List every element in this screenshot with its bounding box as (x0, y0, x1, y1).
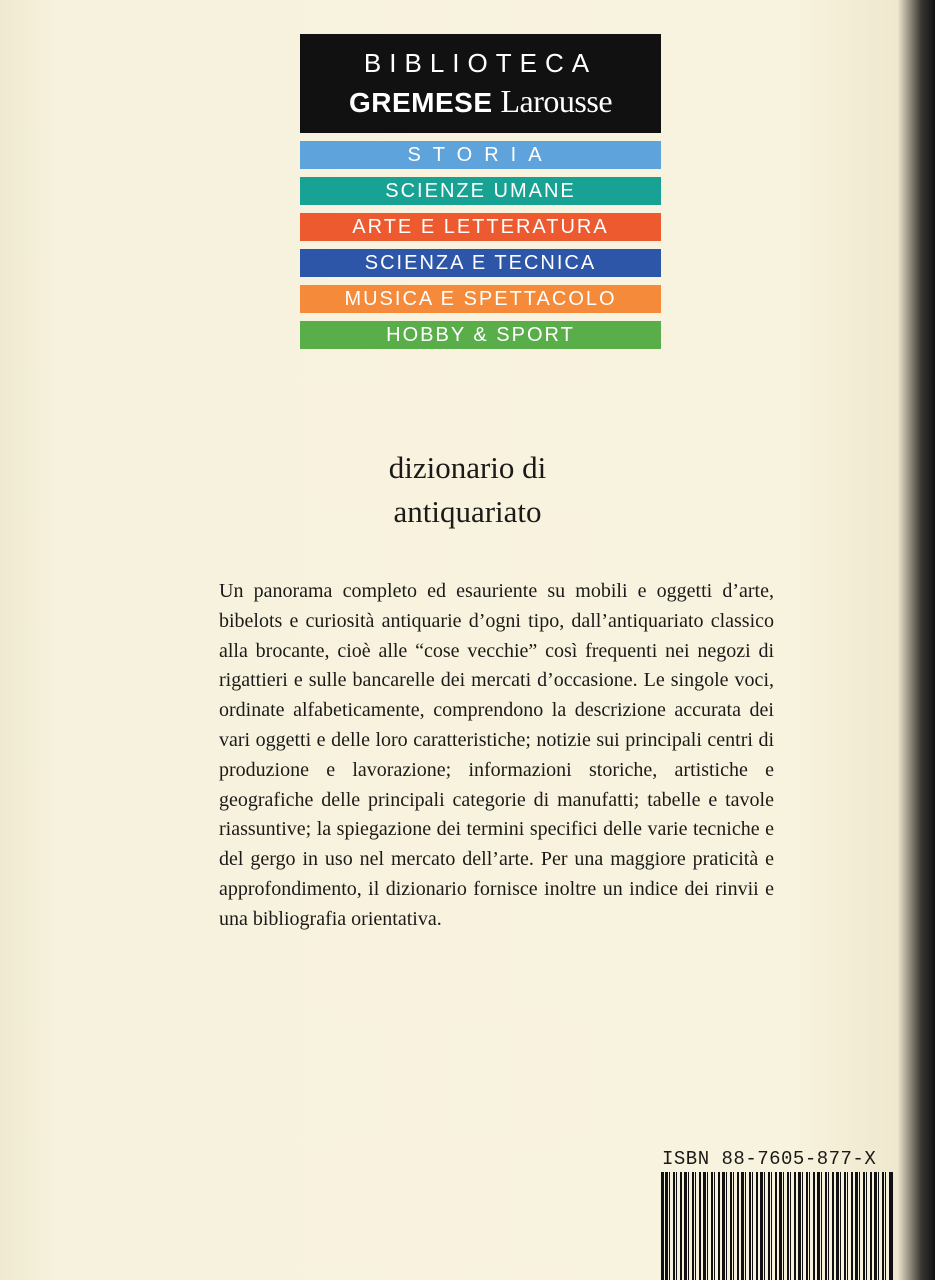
title-line-2: antiquariato (393, 494, 542, 529)
category-band-hobby-sport: HOBBY & SPORT (300, 321, 661, 349)
isbn-label: ISBN 88-7605-877-X (662, 1148, 877, 1170)
publisher-name: GREMESE (348, 87, 493, 118)
imprint-name: Larousse (500, 83, 613, 119)
book-title (0, 446, 935, 534)
series-brand (300, 34, 661, 133)
category-band-scienze-umane: SCIENZE UMANE (300, 177, 661, 205)
description-text (219, 577, 774, 935)
publisher-logo (300, 78, 661, 125)
description-paragraph: Un panorama completo ed esauriente su mobili e oggetti d’arte, bibelots e curiosità antiquarie d’ogni tipo, dall’antiquariato classico alla brocante, cioè alle “cose vecchie” così frequenti nei negozi di rigattieri e sulle bancarelle dei mercati d’occasione. Le singole voci, ordinate alfabeticamente, comprendono la descrizione accurata dei vari oggetti e delle loro caratteristiche; notizie sui principali centri di produzione e lavorazione; informazioni storiche, artistiche e geografiche delle principali categorie di manufatti; tabelle e tavole riassuntive; la spiegazione dei termini specifici delle varie tecniche e del gergo in uso nel mercato dell’arte. Per una maggiore praticità e approfondimento, il dizionario fornisce inoltre un indice dei rinvii e una bibliografia orientativa. (219, 580, 774, 930)
barcode-image (661, 1172, 893, 1280)
category-band-storia: STORIA (300, 141, 661, 169)
category-band-scienza-e-tecnica: SCIENZA E TECNICA (300, 249, 661, 277)
title-line-1: dizionario di (388, 450, 547, 485)
series-name: BIBLIOTECA (363, 48, 598, 78)
series-block (300, 34, 661, 349)
category-bands (300, 141, 661, 349)
category-band-musica-e-spettacolo: MUSICA E SPETTACOLO (300, 285, 661, 313)
category-band-arte-e-letteratura: ARTE E LETTERATURA (300, 213, 661, 241)
